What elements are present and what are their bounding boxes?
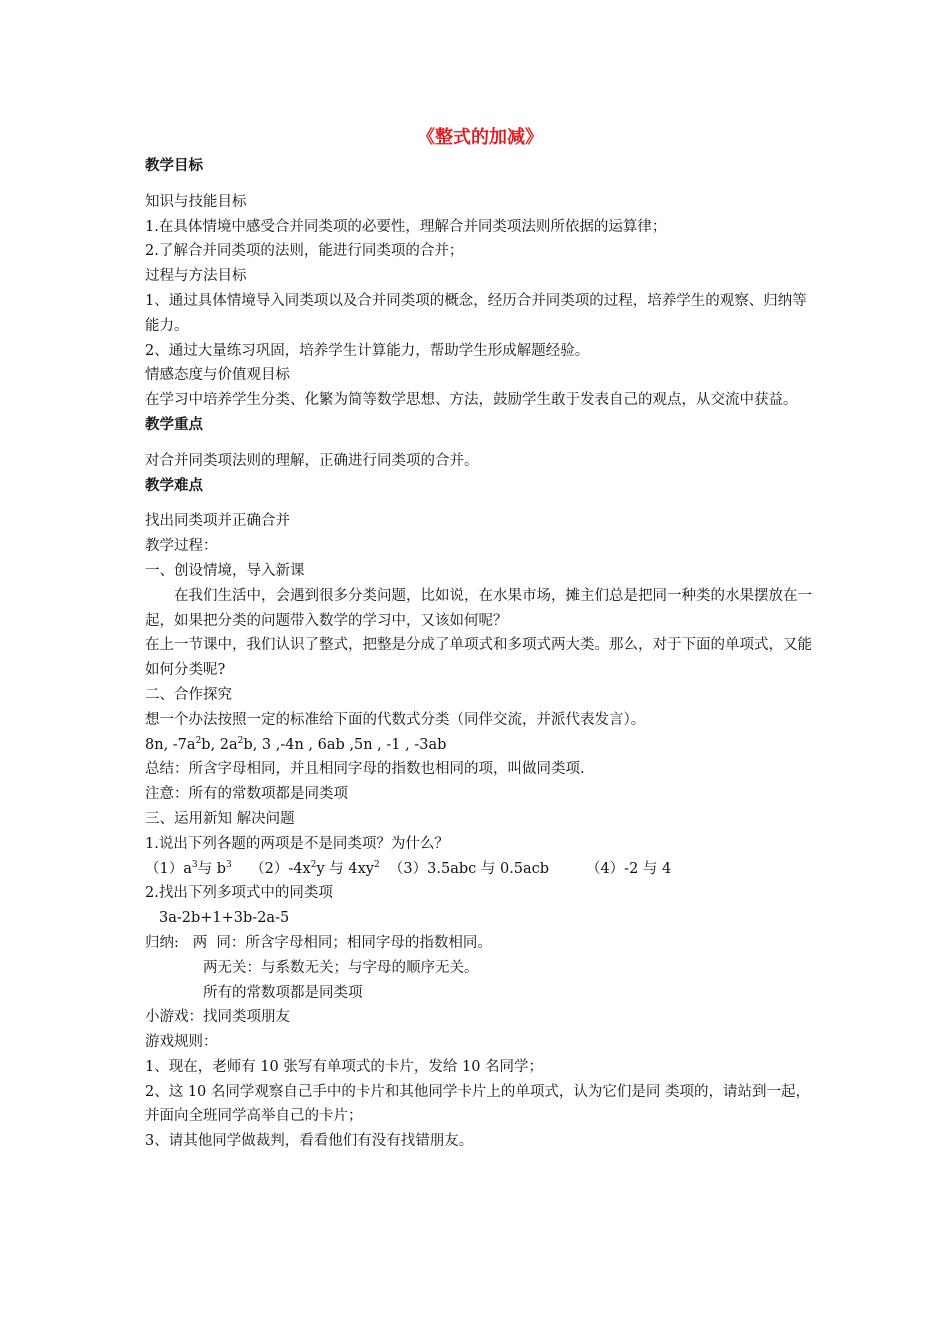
conclusion-line-2: 两无关：与系数无关；与字母的顺序无关。 — [203, 959, 479, 976]
difficulty-text: 找出同类项并正确合并 — [145, 513, 290, 530]
emotion-heading: 情感态度与价值观目标 — [145, 367, 290, 384]
key-text: 对合并同类项法则的理解，正确进行同类项的合并。 — [145, 452, 479, 469]
step1-paragraph-2: 在上一节课中，我们认识了整式，把整是分成了单项式和多项式两大类。那么，对于下面的单项式，又能如何分类呢? — [145, 637, 812, 679]
process-item-2: 2、通过大量练习巩固，培养学生计算能力，帮助学生形成解题经验。 — [145, 342, 590, 359]
step2-text: 想一个办法按照一定的标准给下面的代数式分类（同伴交流，并派代表发言）。 — [145, 711, 646, 728]
key-heading: 教学重点 — [145, 415, 203, 433]
document-page — [145, 124, 815, 1154]
rule-1: 1、现在，老师有 10 张写有单项式的卡片，发给 10 名同学； — [145, 1058, 544, 1075]
document-title: 《整式的加减》 — [417, 127, 543, 148]
question-2: 2.找出下列多项式中的同类项 — [145, 885, 333, 902]
step2-heading: 二、合作探究 — [145, 686, 232, 703]
note-text: 注意：所有的常数项都是同类项 — [145, 786, 348, 803]
conclusion-line-1: 归纳: 两 同：所含字母相同；相同字母的指数相同。 — [145, 934, 492, 951]
summary-text: 总结：所含字母相同，并且相同字母的指数也相同的项，叫做同类项. — [145, 761, 585, 778]
process-label: 教学过程： — [145, 538, 218, 555]
rules-heading: 游戏规则： — [145, 1034, 218, 1051]
question-2-expression: 3a-2b+1+3b-2a-5 — [159, 910, 290, 927]
knowledge-item-1: 1.在具体情境中感受合并同类项的必要性，理解合并同类项法则所依据的运算律； — [145, 218, 667, 235]
question-1-items: $(1)a^3$与 $b^3$ $(2)-4x^2y$ 与 $4xy^2$ （3）3.5abc 与 0.5acb （4）-2 与 4 — [145, 859, 672, 877]
question-1: 1.说出下列各题的两项是不是同类项？为什么？ — [145, 835, 449, 852]
game-heading: 小游戏：找同类项朋友 — [145, 1009, 290, 1026]
emotion-item-1: 在学习中培养学生分类、化繁为简等数学思想、方法，鼓励学生敢于发表自己的观点，从交流中获益。 — [145, 392, 798, 409]
knowledge-heading: 知识与技能目标 — [145, 193, 247, 210]
step3-heading: 三、运用新知 解决问题 — [145, 810, 295, 827]
objectives-heading: 教学目标 — [145, 157, 203, 174]
monomial-list: 8n, $-7a^2b$, $2a^2b$, 3 ,-4n , 6ab ,5n , -1 , -3ab — [145, 735, 447, 753]
knowledge-item-2: 2.了解合并同类项的法则，能进行同类项的合并； — [145, 243, 464, 260]
rule-2: 2、这 10 名同学观察自己手中的卡片和其他同学卡片上的单项式，认为它们是同 类项的，请站到一起，并面向全班同学高举自己的卡片； — [145, 1083, 810, 1125]
step1-paragraph-1: 在我们生活中，会遇到很多分类问题，比如说，在水果市场，摊主们总是把同一种类的水果摆放在一起，如果把分类的问题带入数学的学习中，又该如何呢？ — [145, 587, 812, 629]
step1-heading: 一、创设情境，导入新课 — [145, 562, 305, 579]
difficulty-heading: 教学难点 — [145, 476, 203, 494]
process-item-1: 1、通过具体情境导入同类项以及合并同类项的概念，经历合并同类项的过程，培养学生的观察、归纳等能力。 — [145, 292, 807, 334]
process-heading: 过程与方法目标 — [145, 268, 247, 285]
conclusion-line-3: 所有的常数项都是同类项 — [203, 984, 363, 1001]
rule-3: 3、请其他同学做裁判，看看他们有没有找错朋友。 — [145, 1133, 474, 1150]
